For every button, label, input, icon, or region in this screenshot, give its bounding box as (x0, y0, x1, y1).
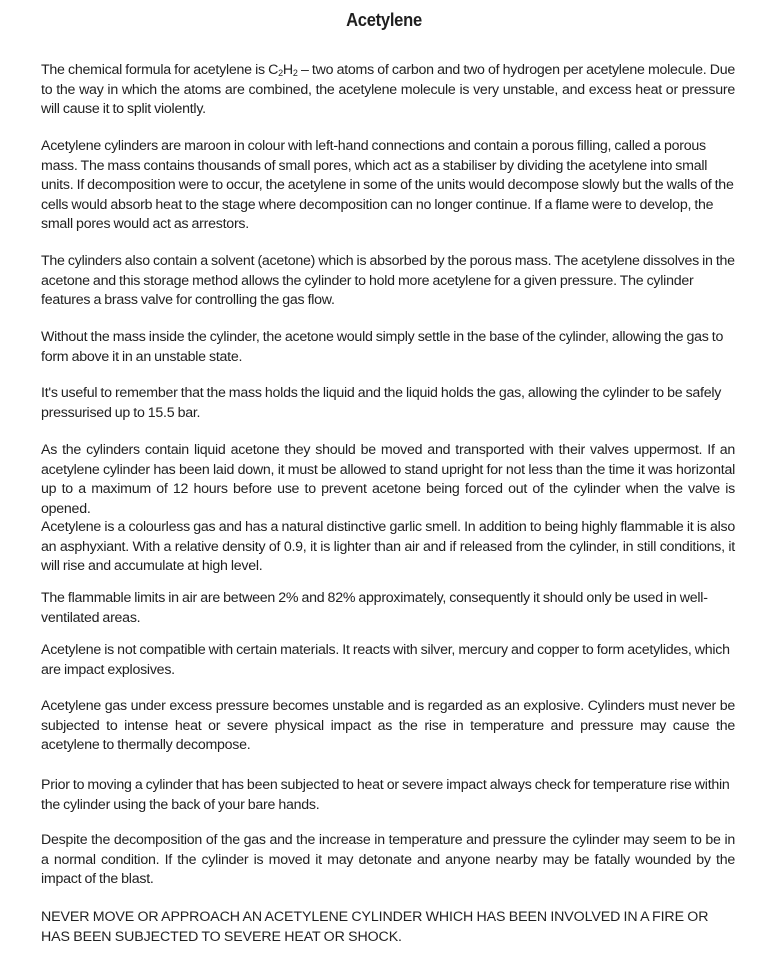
formula-text-after: – two atoms of carbon and two of hydrogen per acetylene molecule. Due to the way in which the atoms are combined, the acetylene molecule is very unstable, and excess heat or pressure will cause it to split violently. (41, 62, 735, 117)
paragraph-check-temperature: Prior to moving a cylinder that has been subjected to heat or severe impact always check for temperature rise within the cylinder using the back of your bare hands. (41, 777, 730, 813)
paragraph-formula (41, 61, 735, 120)
paragraph-cylinders-porous-mass: Acetylene cylinders are maroon in colour with left-hand connections and contain a porous filling, called a porous mass. The mass contains thousands of small pores, which act as a stabiliser by dividing the acetylene into small units. If decomposition were to occur, the acetylene in some of the units would decompose slowly but the walls of the cells would absorb heat to the stage where decomposition can no longer continue. If a flame were to develop, the small pores would act as arrestors. (41, 138, 734, 232)
formula-text-before: The chemical formula for acetylene is C (41, 62, 279, 78)
paragraph-flammable-limits: The flammable limits in air are between 2% and 82% approximately, consequently it should only be used in well-ventilated areas. (41, 590, 708, 626)
paragraph-never-move-warning: NEVER MOVE OR APPROACH AN ACETYLENE CYLINDER WHICH HAS BEEN INVOLVED IN A FIRE OR HAS BEEN SUBJECTED TO SEVERE HEAT OR SHOCK. (41, 909, 709, 945)
page-title: Acetylene (346, 10, 422, 30)
paragraph-colourless-gas: Acetylene is a colourless gas and has a natural distinctive garlic smell. In addition to being highly flammable it is also an asphyxiant. With a relative density of 0.9, it is lighter than air and if released from the cylinder, in still conditions, it will rise and accumulate at high level. (41, 519, 735, 574)
paragraph-without-mass: Without the mass inside the cylinder, the acetone would simply settle in the base of the cylinder, allowing the gas to form above it in an unstable state. (41, 329, 724, 365)
paragraph-compatibility: Acetylene is not compatible with certain materials. It reacts with silver, mercury and copper to form acetylides, which are impact explosives. (41, 642, 730, 678)
formula-subscript-hydrogen: 2 (292, 68, 298, 78)
paragraph-decomposition-warning: Despite the decomposition of the gas and the increase in temperature and pressure the cylinder may seem to be in a normal condition. If the cylinder is moved it may detonate and anyone nearby may be fatally wounded by the impact of the blast. (41, 832, 735, 887)
paragraph-mass-holds-liquid: It's useful to remember that the mass holds the liquid and the liquid holds the gas, allowing the cylinder to be safely pressurised up to 15.5 bar. (41, 385, 722, 421)
paragraph-solvent-acetone: The cylinders also contain a solvent (acetone) which is absorbed by the porous mass. The acetylene dissolves in the acetone and this storage method allows the cylinder to hold more acetylene for a given pressure. The cylinder features a brass valve for controlling the gas flow. (41, 253, 735, 308)
paragraph-excess-pressure: Acetylene gas under excess pressure becomes unstable and is regarded as an explosive. Cylinders must never be subjected to intense heat or severe physical impact as the rise in temperature and pressure may cause the acetylene to thermally decompose. (41, 698, 735, 753)
formula-text-hydrogen: H (282, 62, 293, 78)
paragraph-transport-upright: As the cylinders contain liquid acetone they should be moved and transported with their valves uppermost. If an acetylene cylinder has been laid down, it must be allowed to stand upright for not less than the time it was horizontal up to a maximum of 12 hours before use to prevent acetone being forced out of the cylinder when the valve is opened. (41, 442, 735, 517)
formula-subscript-carbon: 2 (278, 68, 283, 78)
